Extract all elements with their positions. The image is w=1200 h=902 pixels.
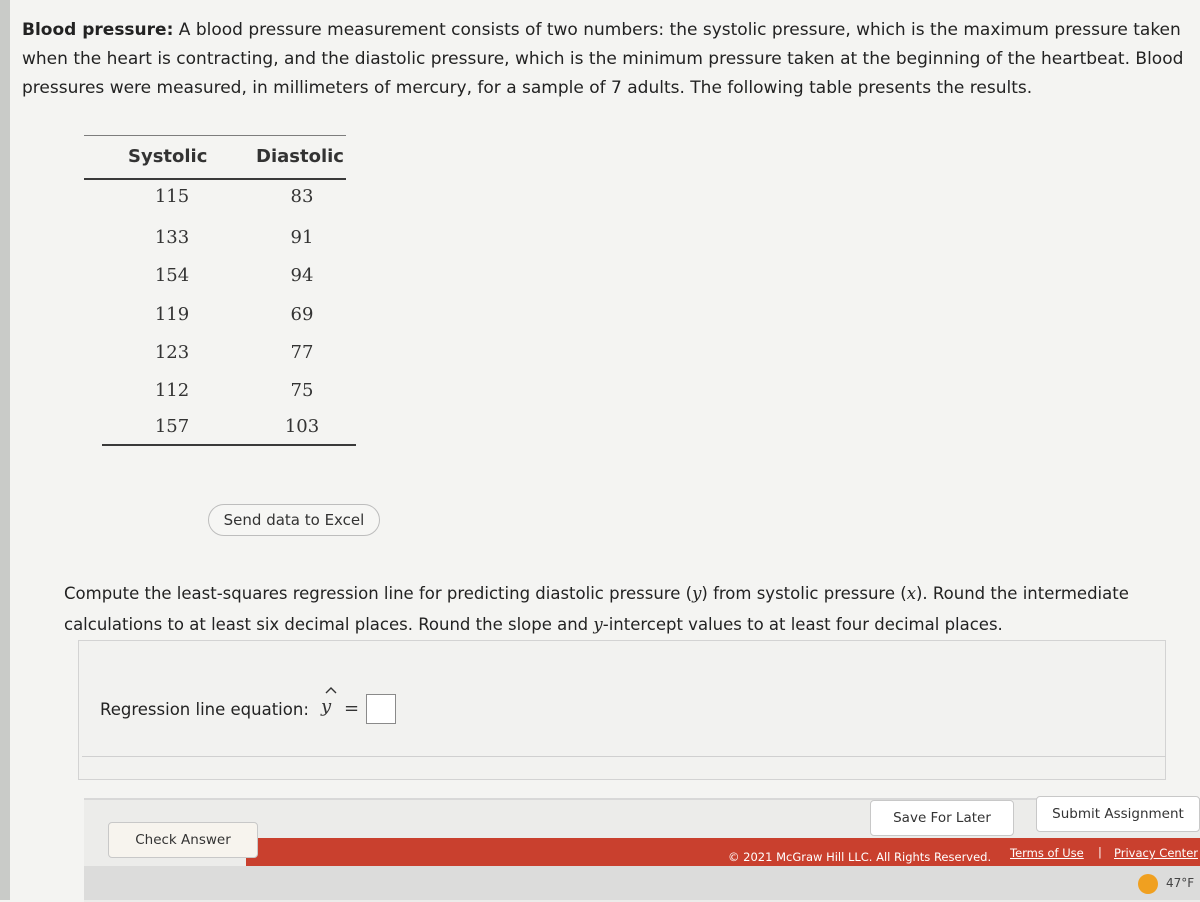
instruction-var-y: y (593, 615, 603, 634)
regression-answer-input[interactable] (366, 694, 396, 724)
header-systolic: Systolic (128, 146, 208, 167)
systolic-cell: 154 (154, 265, 190, 286)
hat-icon (325, 686, 337, 694)
check-answer-button[interactable]: Check Answer (108, 822, 258, 858)
instruction-part: -intercept values to at least four decimal places. (602, 615, 1003, 634)
problem-lead: Blood pressure: (22, 20, 174, 40)
systolic-cell: 133 (154, 227, 190, 248)
sun-icon (1138, 874, 1158, 894)
diastolic-cell: 103 (284, 416, 320, 437)
diastolic-cell: 94 (290, 265, 314, 286)
privacy-center-link[interactable]: Privacy Center (1114, 846, 1198, 860)
systolic-cell: 157 (154, 416, 190, 437)
left-edge (0, 0, 10, 900)
weather-temperature: 47°F (1166, 876, 1195, 890)
systolic-cell: 115 (154, 186, 190, 207)
problem-statement (22, 16, 1192, 103)
instruction-part: ). Round the intermediate calculations to at least six decimal places. Round the slope and (64, 584, 1129, 634)
equals-sign: = (344, 698, 360, 719)
diastolic-cell: 83 (290, 186, 314, 207)
problem-body: A blood pressure measurement consists of two numbers: the systolic pressure, which is the maximum pressure taken when the heart is contracting, and the diastolic pressure, which is the minimum pressure taken at the beginning of the heartbeat. Blood pressures were measured, in millimeters of mercury, for a sample of 7 adults. The following table presents the results. (22, 20, 1184, 98)
answer-panel-divider (82, 756, 1166, 757)
instruction-part: ) from systolic pressure ( (701, 584, 907, 603)
instruction-part: Compute the least-squares regression line for predicting diastolic pressure ( (64, 584, 693, 603)
systolic-cell: 112 (154, 380, 190, 401)
diastolic-cell: 91 (290, 227, 314, 248)
systolic-cell: 123 (154, 342, 190, 363)
table-rule-bottom (102, 444, 356, 446)
table-rule-header (84, 178, 346, 180)
copyright-text: © 2021 McGraw Hill LLC. All Rights Reserved. (728, 850, 992, 864)
table-rule-top (84, 135, 346, 136)
header-diastolic: Diastolic (256, 146, 344, 167)
footer-bottom (84, 866, 1200, 900)
instruction-var-x: x (906, 584, 916, 603)
send-to-excel-button[interactable]: Send data to Excel (208, 504, 380, 536)
terms-of-use-link[interactable]: Terms of Use (1010, 846, 1084, 860)
diastolic-cell: 69 (290, 304, 314, 325)
footer-separator: | (1098, 845, 1102, 859)
regression-equation-label: Regression line equation: (100, 700, 309, 719)
systolic-cell: 119 (154, 304, 190, 325)
diastolic-cell: 75 (290, 380, 314, 401)
submit-assignment-button[interactable]: Submit Assignment (1036, 796, 1200, 832)
y-hat-symbol: y (321, 696, 332, 717)
diastolic-cell: 77 (290, 342, 314, 363)
instruction-text (64, 578, 1174, 640)
instruction-var-y: y (692, 584, 702, 603)
save-for-later-button[interactable]: Save For Later (870, 800, 1014, 836)
